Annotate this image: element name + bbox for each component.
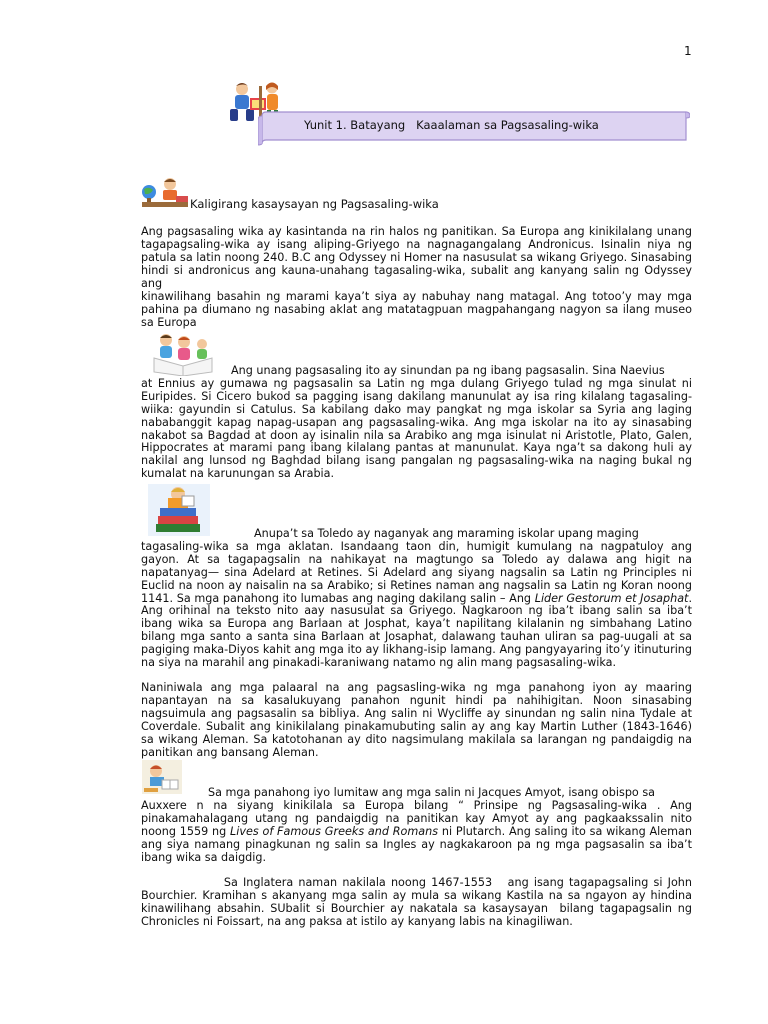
paragraph-3-italic-title: Lider Gestorum et Josaphat: [534, 591, 689, 605]
paragraph-5-text-b: ni Plutarch. Ang saling ito sa wikang Aleman ang siya namang pinagkunan ng salin sa Ingles ay nagkakaroon pa ng mga pagsasalin sa iba’t ibang wika sa daigdig.: [141, 824, 692, 864]
paragraph-1-continued: [141, 291, 692, 330]
unit-title: Yunit 1. Batayang Kaaalaman sa Pagsasaling-wika: [304, 118, 599, 132]
paragraph-3-text-b: . Ang orihinal na teksto nito aay nasusulat sa Griyego. Nagkaroon ng iba’t ibang salin sa iba’t ibang wika sa Europa ang Barlaan at Josphat, kaya’t napilitang kilalanin ng simbahang Latino bilang mga santo a santa sina Barlaan at Josaphat, dalawang tauhan uliran sa pag-uugali at sa pagiging maka-Diyos kahit ang mga ito ay likhang-isip lamang. Ang pangyayaring ito’y itinuturing na siya na marahil ang pinakadi-karaniwang natamo ng alin mang pagsasaling-wika.: [141, 591, 692, 670]
paragraph-5-text-a: Auxxere n na siyang kinikilala sa Europa bilang “ Prinsipe ng Pagsasaling-wika . Ang pinakamahalagang utang ng pandaigdig na panitikan kay Amyot ay ang pagkaakssalin nito noong 1559 ng: [141, 798, 692, 838]
paragraph-1: [141, 226, 692, 291]
boy-with-globe-clipart: [140, 176, 190, 208]
paragraph-6-text: Sa Inglatera naman nakilala noong 1467-1553 ang isang tagapagsaling si John Bourchier. Kramihan s akanyang mga salin ay mula sa wikang Kastila na sa ngayon ay hindina kinawilihang absahin. SUbalit si Bourchier ay nakatala sa kasaysayan bilang tagapagsalin ng Chronicles ni Foissart, na ang paksa at istilo ay kanyang labis na kinagiliwan.: [141, 875, 696, 928]
paragraph-5: [141, 787, 692, 864]
page-number: 1: [684, 44, 692, 58]
paragraph-1-text: Ang pagsasaling wika ay kasintanda na rin halos ng panitikan. Sa Europa ang kinikilalang unang tagapagsaling-wika ay isang aliping-Griyego na nagnagangalang Andronicus. Isinalin niya ng patula sa latin noong 240. B.C ang Odyssey ni Homer na nasusulat sa wikang Griyego. Sinasabing hindi si andronicus ang kauna-unahang tagasaling-wika, subalit ang kanyang salin ng Odyssey ang: [141, 225, 692, 290]
paragraph-5-first-line: Sa mga panahong iyo lumitaw ang mga salin ni Jacques Amyot, isang obispo sa: [208, 786, 656, 799]
paragraph-2-first-line: Ang unang pagsasaling ito ay sinundan pa ng ibang pagsasalin. Sina Naevius: [231, 364, 665, 377]
paragraph-2: [141, 365, 692, 481]
section-heading: Kaligirang kasaysayan ng Pagsasaling-wika: [190, 197, 439, 211]
paragraph-3-text-a: tagasaling-wika sa mga aklatan. Isandaang taon din, humigit kumulang na nagpatuloy ang gayon. At sa tagapagsalin na nahikayat na magtungo sa Toledo ay dalawa ang higit na napatanyag— sina Adelard at Retines. Si Adelard ang siyang nagsalin sa Latin ng Principles ni Euclid na noon ay naisalin na sa Arabiko; si Retines naman ang nagsalin sa Latin ng Koran noong 1141. Sa mga panahong ito lumabas ang naging dakilang salin – Ang: [141, 539, 692, 605]
unit-title-banner: [258, 110, 690, 146]
paragraph-3-first-line: Anupa’t sa Toledo ay naganyak ang maraming iskolar upang maging: [254, 527, 639, 540]
paragraph-4: [141, 682, 692, 759]
paragraph-3: [141, 528, 692, 670]
paragraph-1-continued-text: kinawilihang basahin ng marami kaya’t siya ay nabuhay nang matagal. Ang totoo’y may mga pahina pa diumano ng nasabing aklat ang matatagpuan magpahangang nagyon sa ilang museo sa Europa: [141, 290, 692, 329]
paragraph-5-italic-title: Lives of Famous Greeks and Romans: [230, 824, 439, 838]
paragraph-4-text: Naniniwala ang mga palaaral na ang pagsasling-wika ng mga panahong iyon ay maaring napantayan na sa kasalukuyang panahon ngunit hindi pa nahihigitan. Noon sinasabing nagsuimula ang pagsasalin sa bibliya. Ang salin ni Wycliffe ay sinundan ng salin nina Tydale at Coverdale. Subalit ang kinikilalang pinakamubuting salin ay ang kay Martin Luther (1843-1646) sa wikang Aleman. Sa katotohanan ay dito nagsimulang makilala sa larangan ng pandaigdig na panitikan ang bansang Aleman.: [141, 681, 692, 759]
paragraph-6: [141, 864, 696, 929]
paragraph-2-text: at Ennius ay gumawa ng pagsasalin sa Latin ng mga dulang Griyego tulad ng mga sinulat ni Euripides. Si Cicero bukod sa pagging isang dakilang manunulat ay isa ring kilalang tagasaling-wiika: gayundin si Catulus. Sa kabilang dako may pangkat ng mga iskolar sa Syria ang laging nababanggit kapag napag-usapan ang pagsasaling-wika. Ang mga iskolar na ito ay sinasabing nakabot sa Bagdad at doon ay isinalin nila sa Arabiko ang mga isinulat ni Aristotle, Plato, Galen, Hippocrates at marami pang ibang kilalang pantas at manunulat. Kaya nga’t sa dakong huli ay nakilal ang lunsod ng Baghdad bilang isang pangalan ng pagsasaling-wika na naging bukal ng kumalat na karunungan sa Arabia.: [141, 376, 692, 481]
